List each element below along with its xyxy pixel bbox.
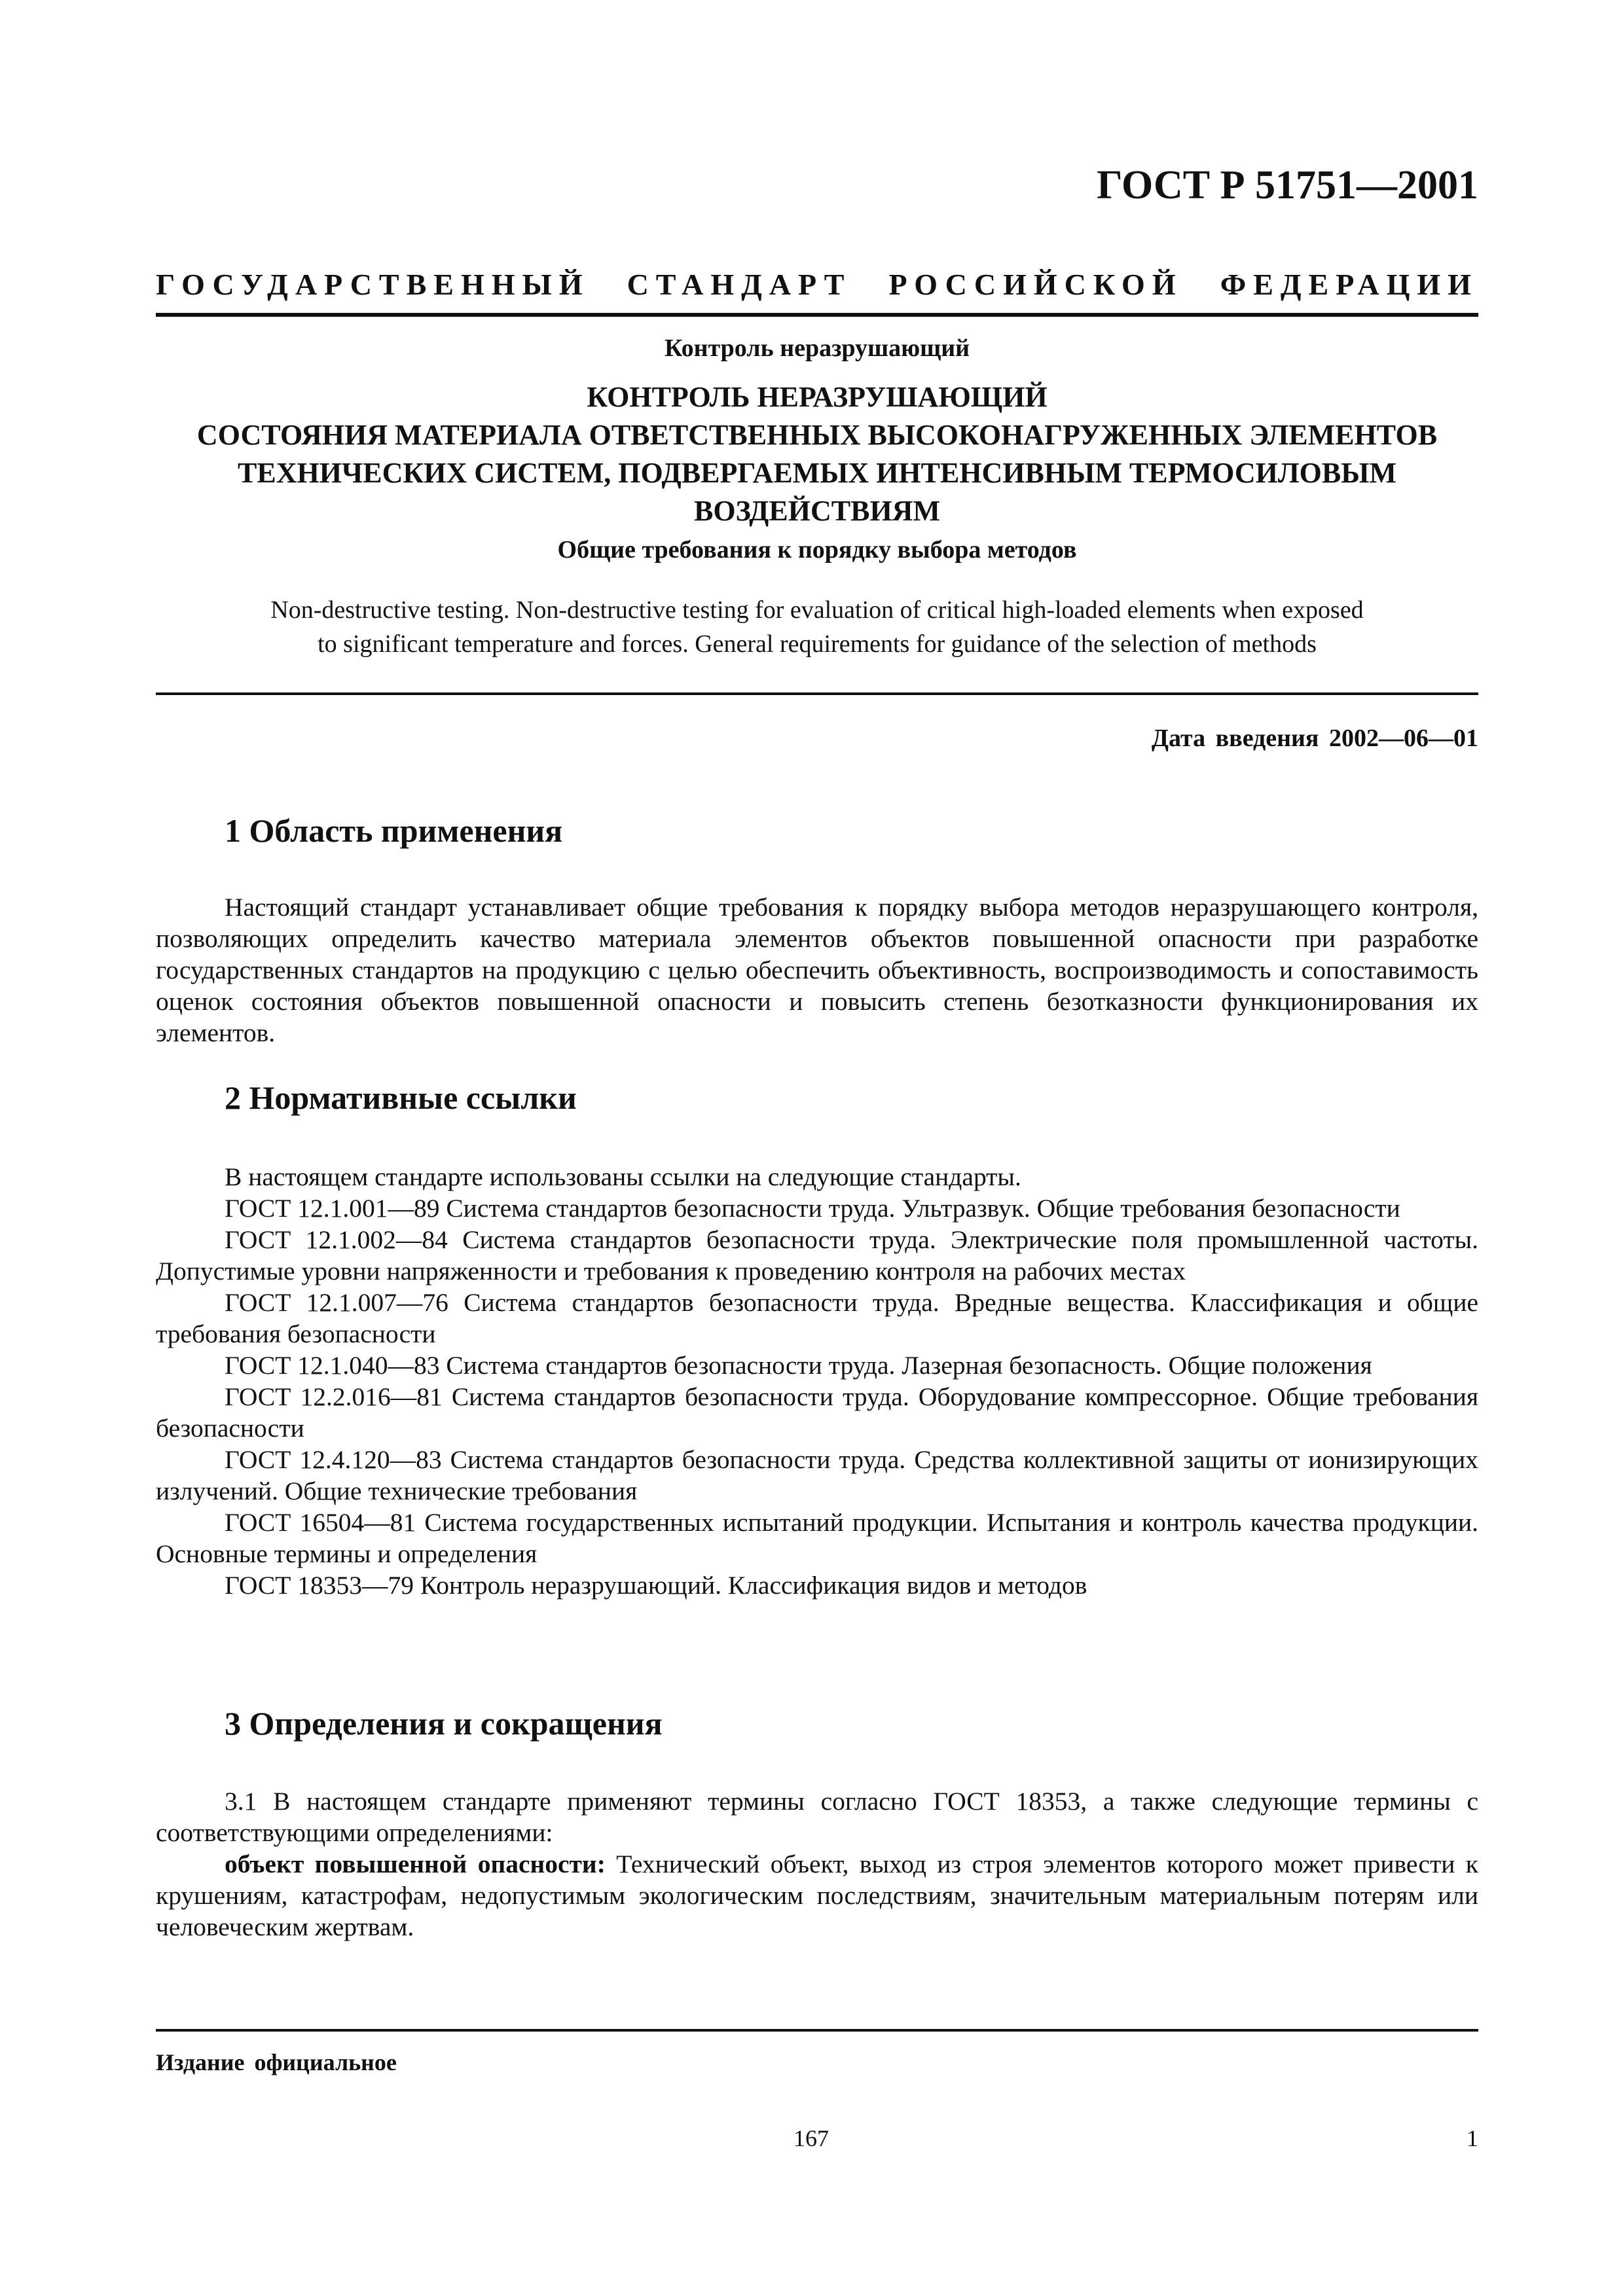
reference-item: ГОСТ 12.1.001—89 Система стандартов безопасности труда. Ультразвук. Общие требования безопасности	[225, 1194, 1400, 1223]
paragraph: 3.1 В настоящем стандарте применяют термины согласно ГОСТ 18353, а также следующие термины с соответствующими определениями:	[156, 1787, 1478, 1847]
title-line: ТЕХНИЧЕСКИХ СИСТЕМ, ПОДВЕРГАЕМЫХ ИНТЕНСИВНЫМ ТЕРМОСИЛОВЫМ	[238, 457, 1396, 489]
paragraph: В настоящем стандарте использованы ссылки на следующие стандарты.	[225, 1162, 1021, 1191]
title-line: СОСТОЯНИЯ МАТЕРИАЛА ОТВЕТСТВЕННЫХ ВЫСОКОНАГРУЖЕННЫХ ЭЛЕМЕНТОВ	[196, 419, 1438, 451]
title-subtitle: Общие требования к порядку выбора методов	[557, 536, 1077, 564]
title-rule	[156, 692, 1478, 695]
introduction-date-label: Дата введения	[1151, 725, 1319, 752]
section-body	[156, 1785, 1478, 1943]
authority-word: ФЕДЕРАЦИИ	[1220, 268, 1478, 301]
paragraph: Настоящий стандарт устанавливает общие требования к порядку выбора методов неразрушающего контроля, позволяющих определить качество материала элементов объектов повышенной опасности при разработке государственных стандартов на продукцию с целью обеспечить объективность, воспроизводимость и сопоставимость оценок состояния объектов повышенной опасности и повысить степень безотказности функционирования их элементов.	[156, 893, 1478, 1047]
reference-item: ГОСТ 18353—79 Контроль неразрушающий. Классификация видов и методов	[225, 1571, 1087, 1600]
reference-item: ГОСТ 12.4.120—83 Система стандартов безопасности труда. Средства коллективной защиты от ионизирующих излучений. Общие технические требования	[156, 1445, 1478, 1505]
page-number-right: 1	[1467, 2125, 1478, 2151]
edition-note: Издание официальное	[156, 2049, 397, 2075]
reference-item: ГОСТ 12.1.002—84 Система стандартов безопасности труда. Электрические поля промышленной частоты. Допустимые уровни напряженности и требования к проведению контроля на рабочих местах	[156, 1225, 1478, 1285]
page-number-center: 167	[793, 2125, 829, 2151]
section-heading: 1 Область применения	[225, 812, 563, 849]
introduction-date-value: 2002—06—01	[1329, 725, 1478, 752]
reference-item: ГОСТ 16504—81 Система государственных испытаний продукции. Испытания и контроль качества продукции. Основные термины и определения	[156, 1508, 1478, 1568]
introduction-date	[1152, 724, 1478, 753]
header-rule	[156, 313, 1478, 317]
definition-term: объект повышенной опасности:	[225, 1850, 606, 1878]
title-small: Контроль неразрушающий	[664, 334, 970, 362]
standard-number: ГОСТ Р 51751—2001	[1097, 163, 1478, 207]
title-main	[156, 378, 1478, 530]
reference-item: ГОСТ 12.1.040—83 Система стандартов безопасности труда. Лазерная безопасность. Общие положения	[225, 1351, 1372, 1380]
definition-text: Технический объект, выход из строя элементов которого может привести к крушениям, катастрофам, недопустимым экологическим последствиям, значительным материальным потерям или человеческим жертвам.	[156, 1850, 1478, 1941]
reference-item: ГОСТ 12.2.016—81 Система стандартов безопасности труда. Оборудование компрессорное. Общие требования безопасности	[156, 1382, 1478, 1443]
title-english-line: Non-destructive testing. Non-destructive testing for evaluation of critical high-loaded elements when exposed	[270, 596, 1364, 624]
authority-word: ГОСУДАРСТВЕННЫЙ	[156, 268, 590, 301]
definition	[156, 1848, 1478, 1943]
reference-item: ГОСТ 12.1.007—76 Система стандартов безопасности труда. Вредные вещества. Классификация и общие требования безопасности	[156, 1288, 1478, 1348]
section-heading: 2 Нормативные ссылки	[225, 1079, 577, 1116]
title-english	[156, 593, 1478, 661]
title-line: КОНТРОЛЬ НЕРАЗРУШАЮЩИЙ	[587, 381, 1048, 413]
section-heading: 3 Определения и сокращения	[225, 1705, 663, 1742]
title-english-line: to significant temperature and forces. General requirements for guidance of the selection of methods	[318, 630, 1317, 658]
section-body	[156, 1161, 1478, 1601]
title-line: ВОЗДЕЙСТВИЯМ	[694, 495, 940, 527]
authority-word: СТАНДАРТ	[627, 268, 852, 301]
footer-rule	[156, 2029, 1478, 2032]
standard-authority	[156, 267, 1478, 302]
authority-word: РОССИЙСКОЙ	[888, 268, 1183, 301]
section-body	[156, 891, 1478, 1049]
